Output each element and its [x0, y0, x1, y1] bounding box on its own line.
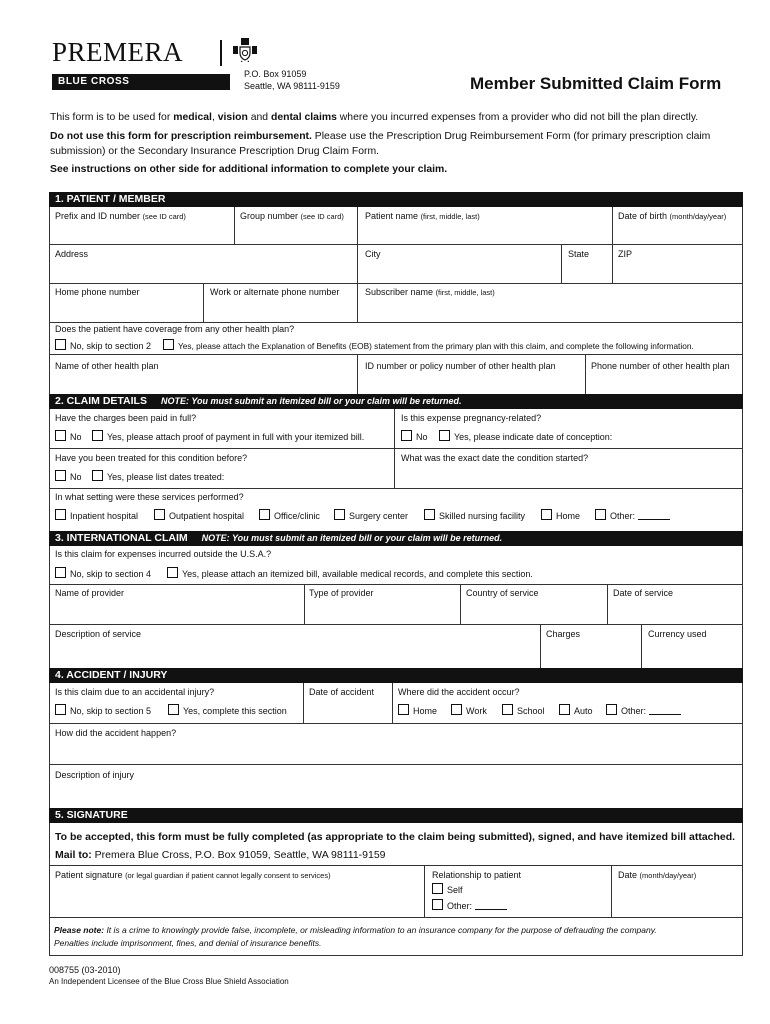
intro-line-3: submission) or the Secondary Insurance Prescription Drug Claim Form.: [50, 145, 380, 157]
prefix-id-label: Prefix and ID number (see ID card): [55, 211, 186, 221]
logo-blue-cross-bar: BLUE CROSS: [52, 74, 230, 90]
divider: [357, 207, 358, 322]
divider: [585, 354, 586, 394]
intro-line-1: [50, 110, 744, 125]
section-5-header: 5. SIGNATURE: [49, 808, 743, 823]
paid-yes-option[interactable]: Yes, please attach proof of payment in full with your itemized bill.: [92, 430, 364, 443]
other-coverage-no-option[interactable]: No, skip to section 2: [55, 339, 151, 352]
divider: [49, 283, 743, 284]
setting-inpatient-option[interactable]: Inpatient hospital: [55, 509, 138, 522]
date-of-accident-label: Date of accident: [309, 687, 375, 697]
checkbox[interactable]: [606, 704, 617, 715]
setting-snf-option[interactable]: Skilled nursing facility: [424, 509, 525, 522]
address-line-1: P.O. Box 91059: [244, 69, 307, 79]
checkbox[interactable]: [55, 567, 66, 578]
city-label: City: [365, 249, 381, 259]
accident-location-question: Where did the accident occur?: [398, 687, 520, 697]
signature-date-label: Date (month/day/year): [618, 870, 697, 880]
checkbox[interactable]: [92, 430, 103, 441]
other-blank[interactable]: [475, 901, 507, 910]
intro-bold-vision: vision: [217, 111, 248, 123]
intro-line-2: [50, 129, 744, 144]
checkbox[interactable]: [401, 430, 412, 441]
checkbox[interactable]: [502, 704, 513, 715]
address-label: Address: [55, 249, 89, 259]
divider: [203, 283, 204, 322]
accident-question: Is this claim due to an accidental injury?: [55, 687, 215, 697]
pregnancy-no-option[interactable]: No: [401, 430, 428, 443]
divider: [611, 865, 612, 917]
section-4-header: 4. ACCIDENT / INJURY: [49, 668, 743, 683]
checkbox[interactable]: [154, 509, 165, 520]
checkbox[interactable]: [167, 567, 178, 578]
treated-yes-option[interactable]: Yes, please list dates treated:: [92, 470, 224, 483]
divider: [392, 683, 393, 723]
checkbox[interactable]: [92, 470, 103, 481]
patient-name-label: Patient name (first, middle, last): [365, 211, 480, 221]
divider: [424, 865, 425, 917]
checkbox[interactable]: [424, 509, 435, 520]
pregnancy-yes-option[interactable]: Yes, please indicate date of conception:: [439, 430, 612, 443]
checkbox[interactable]: [163, 339, 174, 350]
provider-type-label: Type of provider: [309, 588, 374, 598]
treated-no-option[interactable]: No: [55, 470, 82, 483]
paid-no-option[interactable]: No: [55, 430, 82, 443]
pregnancy-question: Is this expense pregnancy-related?: [401, 413, 542, 423]
relationship-other-option[interactable]: Other:: [432, 899, 507, 912]
divider: [540, 624, 541, 668]
section-1-header: 1. PATIENT / MEMBER: [49, 192, 743, 207]
divider: [234, 207, 235, 244]
form-title: Member Submitted Claim Form: [470, 74, 722, 93]
country-label: Country of service: [466, 588, 539, 598]
other-plan-id-label: ID number or policy number of other health plan: [365, 361, 556, 371]
dob-label: Date of birth (month/day/year): [618, 211, 727, 221]
divider: [357, 354, 358, 394]
checkbox[interactable]: [55, 704, 66, 715]
provider-name-label: Name of provider: [55, 588, 125, 598]
logo-divider: [220, 40, 222, 66]
intro-text: Please use the Prescription Drug Reimbursement Form (for primary prescription claim: [311, 130, 711, 142]
checkbox[interactable]: [259, 509, 270, 520]
divider: [561, 244, 562, 283]
paid-question: Have the charges been paid in full?: [55, 413, 197, 423]
intro-bold-dental: dental claims: [270, 111, 337, 123]
checkbox[interactable]: [55, 509, 66, 520]
setting-question: In what setting were these services performed?: [55, 492, 244, 502]
how-accident-label: How did the accident happen?: [55, 728, 177, 738]
divider: [49, 723, 743, 724]
other-blank[interactable]: [638, 511, 670, 520]
intro-text: This form is to be used for: [50, 111, 174, 123]
mail-to-line: Mail to: Premera Blue Cross, P.O. Box 91059, Seattle, WA 98111-9159: [55, 849, 386, 861]
where-work-option[interactable]: Work: [451, 704, 487, 717]
divider: [49, 354, 743, 355]
divider: [612, 207, 613, 283]
address-line-2: Seattle, WA 98111-9159: [244, 81, 340, 91]
other-coverage-yes-option[interactable]: Yes, please attach the Explanation of Benefits (EOB) statement from the primary plan with this claim, and complete the following information.: [163, 339, 694, 352]
other-blank[interactable]: [649, 706, 681, 715]
work-phone-label: Work or alternate phone number: [210, 287, 340, 297]
mailing-address: [244, 68, 340, 92]
premera-logo: [52, 37, 222, 87]
injury-description-label: Description of injury: [55, 770, 135, 780]
fraud-notice: Please note: It is a crime to knowingly provide false, incomplete, or misleading information to an insurance company for the purpose of defrauding the company. Penalties include imprisonment, fines, and denial of insurance benefits.: [54, 924, 744, 950]
checkbox[interactable]: [55, 339, 66, 350]
section-2-header: 2. CLAIM DETAILS NOTE: You must submit an itemized bill or your claim will be returned.: [49, 394, 743, 409]
outside-no-option[interactable]: No, skip to section 4: [55, 567, 151, 580]
condition-start-question: What was the exact date the condition started?: [401, 453, 589, 463]
other-plan-phone-label: Phone number of other health plan: [591, 361, 730, 371]
intro-bold-medical: medical: [173, 111, 212, 123]
divider: [49, 448, 743, 449]
where-school-option[interactable]: School: [502, 704, 545, 717]
group-number-label: Group number (see ID card): [240, 211, 344, 221]
checkbox[interactable]: [451, 704, 462, 715]
section-3-header: 3. INTERNATIONAL CLAIM NOTE: You must submit an itemized bill or your claim will be returned.: [49, 531, 743, 546]
divider: [49, 244, 743, 245]
accident-no-option[interactable]: No, skip to section 5: [55, 704, 151, 717]
charges-label: Charges: [546, 629, 581, 639]
service-description-label: Description of service: [55, 629, 142, 639]
setting-outpatient-option[interactable]: Outpatient hospital: [154, 509, 244, 522]
where-home-option[interactable]: Home: [398, 704, 437, 717]
outside-usa-question: Is this claim for expenses incurred outside the U.S.A.?: [55, 549, 272, 559]
checkbox[interactable]: [398, 704, 409, 715]
logo-wordmark: PREMERA: [52, 37, 184, 67]
intro-text: and: [247, 111, 271, 123]
checkbox[interactable]: [432, 883, 443, 894]
checkbox[interactable]: [168, 704, 179, 715]
setting-home-option[interactable]: Home: [541, 509, 580, 522]
fraud-notice-line-2: Penalties include imprisonment, fines, and denial of insurance benefits.: [54, 938, 322, 948]
form-number: 008755 (03-2010): [49, 965, 121, 975]
divider: [49, 865, 743, 866]
divider: [304, 584, 305, 624]
divider: [49, 764, 743, 765]
intro-instructions: See instructions on other side for additional information to complete your claim.: [50, 163, 448, 175]
checkbox[interactable]: [559, 704, 570, 715]
where-other-option[interactable]: Other:: [606, 704, 681, 717]
setting-surgery-option[interactable]: Surgery center: [334, 509, 408, 522]
divider: [641, 624, 642, 668]
intro-text: ,: [211, 111, 218, 123]
licensee-notice: An Independent Licensee of the Blue Cross Blue Shield Association: [49, 977, 289, 986]
checkbox[interactable]: [541, 509, 552, 520]
patient-signature-label: Patient signature (or legal guardian if patient cannot legally consent to services): [55, 870, 331, 880]
where-auto-option[interactable]: Auto: [559, 704, 593, 717]
other-plan-name-label: Name of other health plan: [55, 361, 159, 371]
treated-before-question: Have you been treated for this condition before?: [55, 453, 248, 463]
relationship-label: Relationship to patient: [432, 870, 522, 880]
currency-label: Currency used: [648, 629, 707, 639]
checkbox[interactable]: [432, 899, 443, 910]
zip-label: ZIP: [618, 249, 633, 259]
subscriber-name-label: Subscriber name (first, middle, last): [365, 287, 495, 297]
divider: [49, 624, 743, 625]
accident-yes-option[interactable]: Yes, complete this section: [168, 704, 287, 717]
date-of-service-label: Date of service: [613, 588, 674, 598]
setting-office-option[interactable]: Office/clinic: [259, 509, 320, 522]
divider: [303, 683, 304, 723]
checkbox[interactable]: [439, 430, 450, 441]
other-coverage-question: Does the patient have coverage from any other health plan?: [55, 324, 295, 334]
intro-text: where you incurred expenses from a provider who did not bill the plan directly.: [336, 111, 699, 123]
divider: [460, 584, 461, 624]
intro-warning: Do not use this form for prescription reimbursement.: [50, 130, 312, 142]
checkbox[interactable]: [334, 509, 345, 520]
setting-other-option[interactable]: Other:: [595, 509, 670, 522]
acceptance-statement: To be accepted, this form must be fully completed (as appropriate to the claim being submitted), signed, and have itemized bill attached.: [55, 831, 736, 843]
outside-yes-option[interactable]: Yes, please attach an itemized bill, available medical records, and complete this section.: [167, 567, 533, 580]
cross-shield-icon: [230, 38, 260, 68]
home-phone-label: Home phone number: [55, 287, 140, 297]
checkbox[interactable]: [55, 430, 66, 441]
divider: [49, 488, 743, 489]
checkbox[interactable]: [55, 470, 66, 481]
divider: [607, 584, 608, 624]
checkbox[interactable]: [595, 509, 606, 520]
state-label: State: [568, 249, 590, 259]
divider: [49, 917, 743, 918]
relationship-self-option[interactable]: Self: [432, 883, 463, 896]
divider: [49, 584, 743, 585]
